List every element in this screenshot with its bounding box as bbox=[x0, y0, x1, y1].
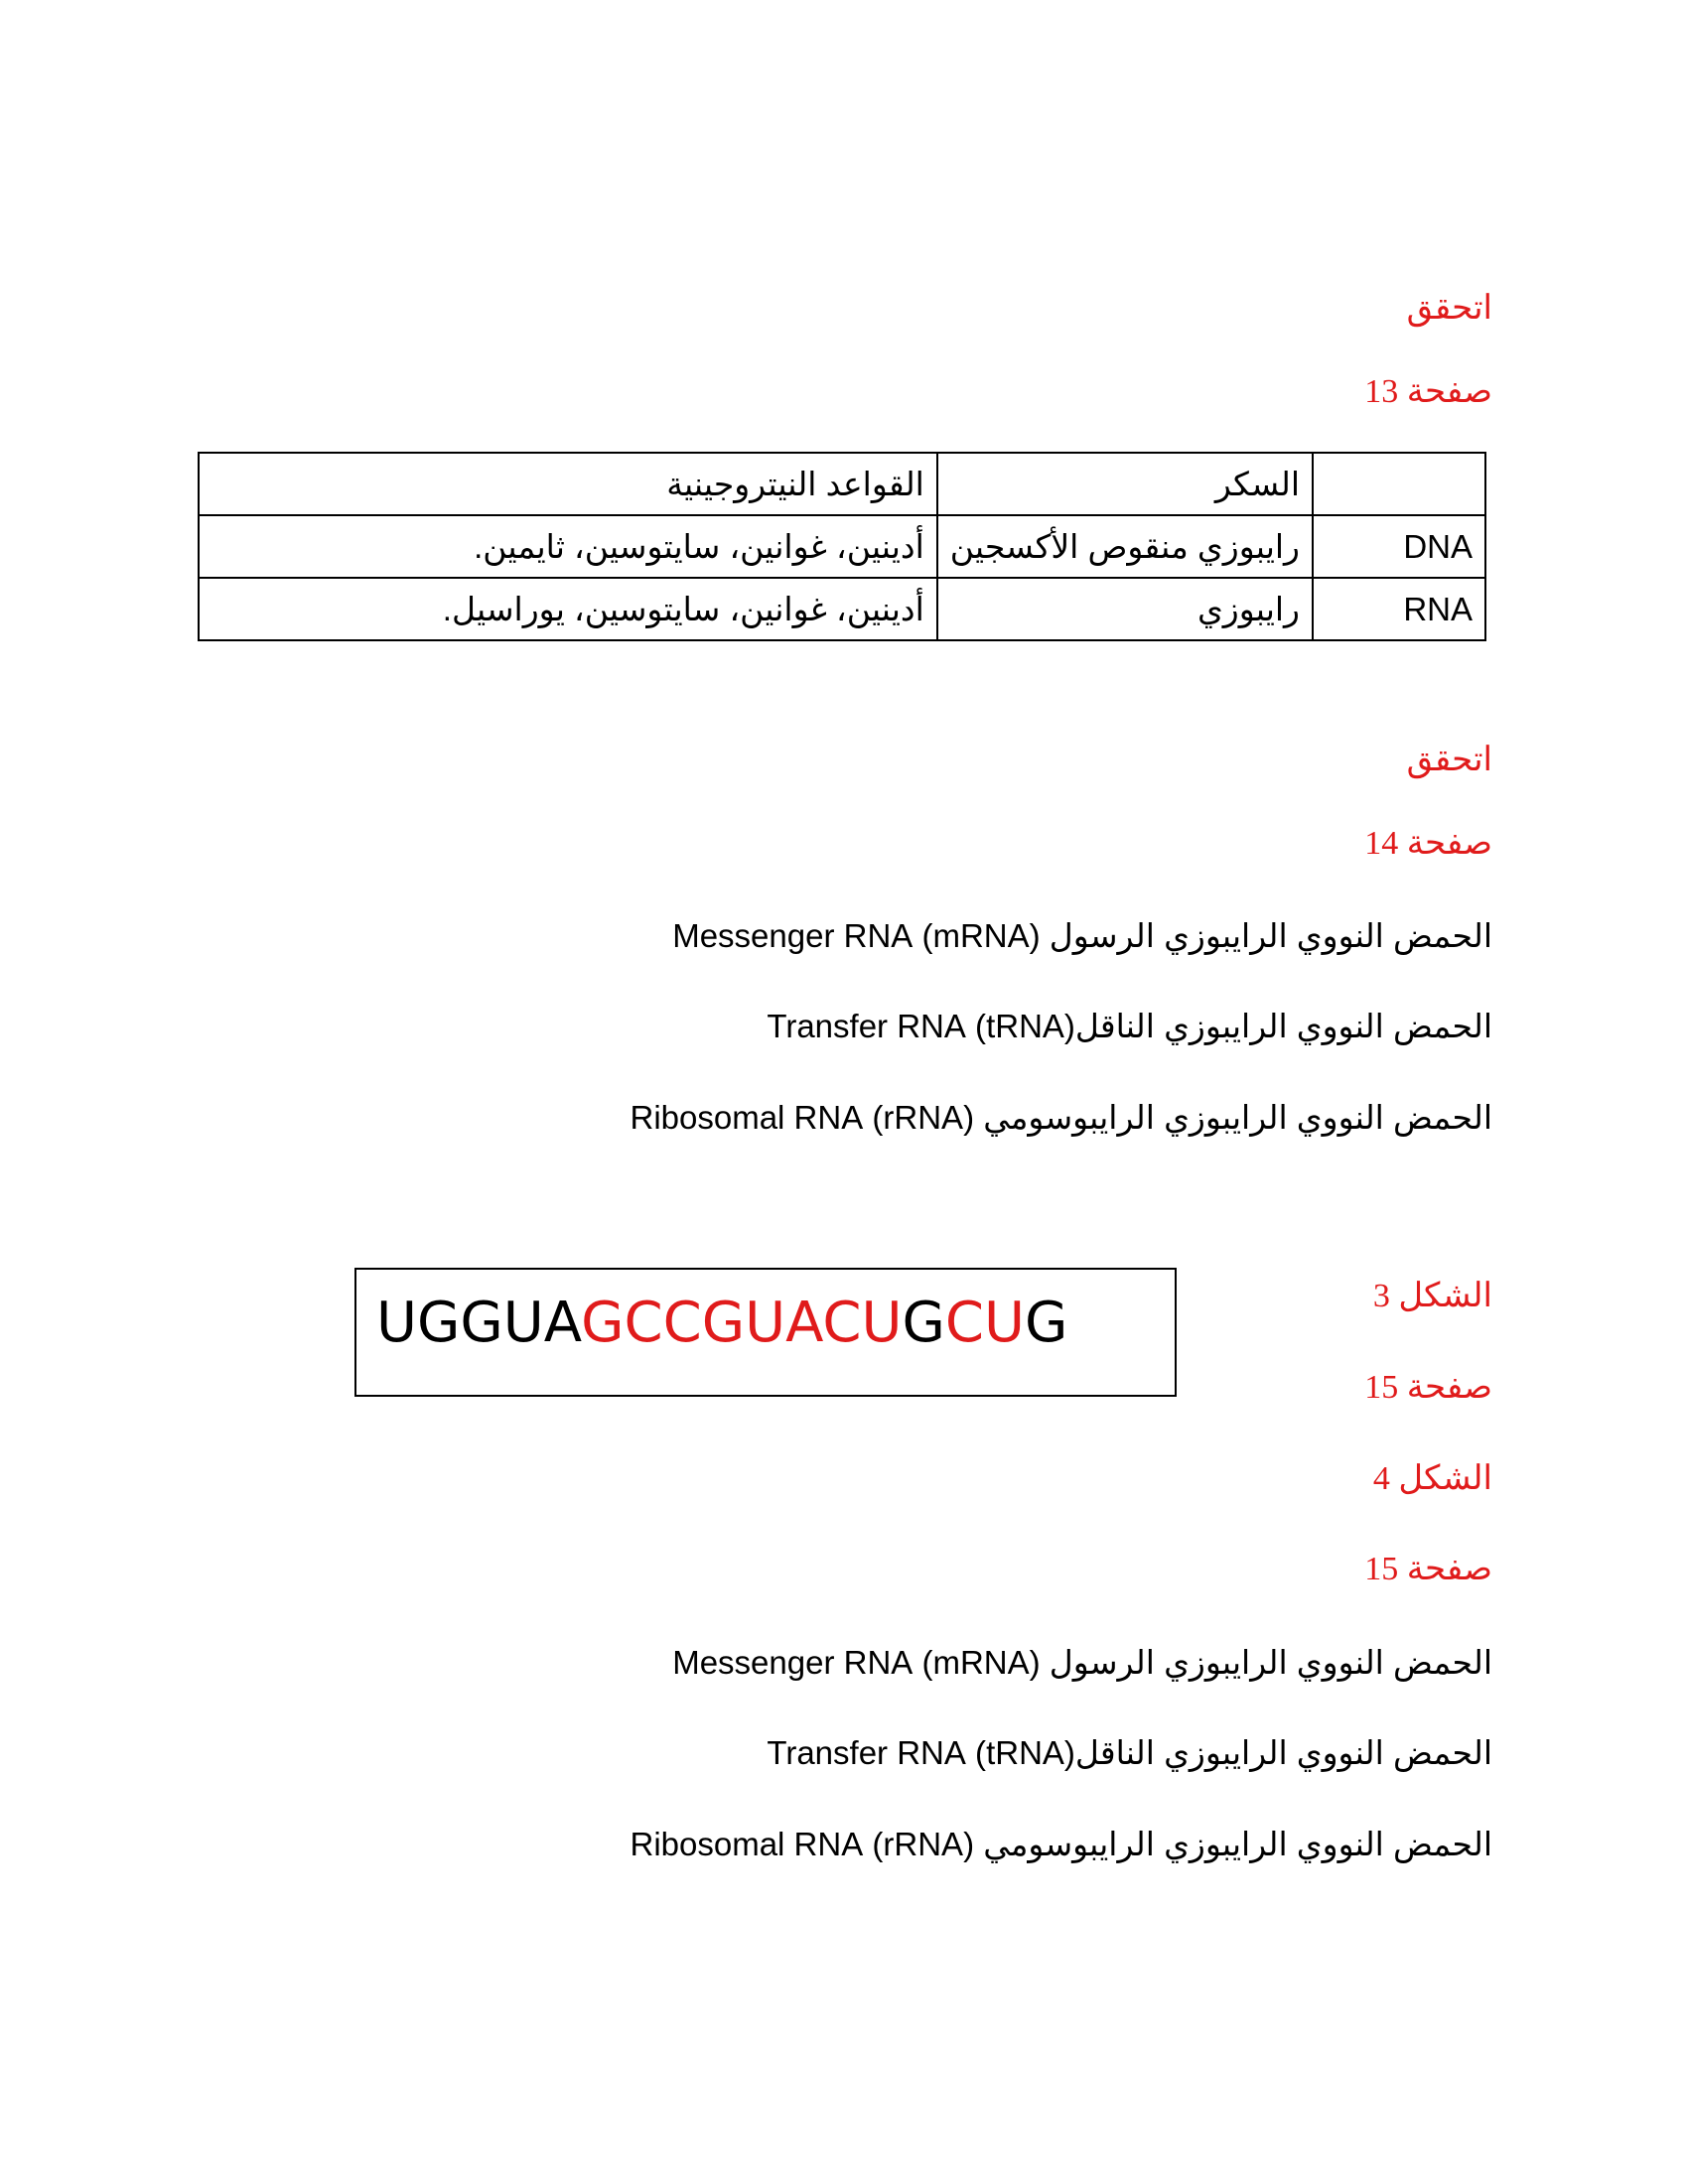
table-row bbox=[199, 515, 1485, 578]
page-number-13: صفحة 13 bbox=[1364, 373, 1492, 410]
section-heading-check-1: اتحقق bbox=[1406, 290, 1492, 327]
section-heading-check-2: اتحقق bbox=[1406, 742, 1492, 778]
table-cell: رايبوزي منقوص الأكسجين bbox=[937, 515, 1313, 578]
sequence-segment: G bbox=[1025, 1291, 1068, 1355]
rna-type-line: الحمض النووي الرايبوزي الناقل(tRNA) Transfer RNA bbox=[767, 1008, 1492, 1044]
table-header-cell: السكر bbox=[937, 453, 1313, 515]
sequence-segment: CU bbox=[944, 1291, 1025, 1355]
table-header-cell bbox=[1313, 453, 1485, 515]
table-cell: DNA bbox=[1313, 515, 1485, 578]
figure-label-3: الشكل 3 bbox=[1372, 1278, 1492, 1314]
table-header-row bbox=[199, 453, 1485, 515]
sequence-segment: UGGUA bbox=[376, 1291, 582, 1355]
rna-type-line: الحمض النووي الرايبوزي الرسول (mRNA) Messenger RNA bbox=[672, 1644, 1492, 1681]
rna-sequence bbox=[376, 1291, 1067, 1355]
rna-type-line: الحمض النووي الرايبوزي الرايبوسومي (rRNA) Ribosomal RNA bbox=[630, 1099, 1492, 1136]
table-row bbox=[199, 578, 1485, 640]
page-number-14: صفحة 14 bbox=[1364, 825, 1492, 862]
table-cell: أدينين، غوانين، سايتوسين، يوراسيل. bbox=[199, 578, 937, 640]
rna-type-line: الحمض النووي الرايبوزي الناقل(tRNA) Transfer RNA bbox=[767, 1734, 1492, 1771]
page-number-15-a: صفحة 15 bbox=[1364, 1369, 1492, 1406]
table-cell: رايبوزي bbox=[937, 578, 1313, 640]
rna-type-line: الحمض النووي الرايبوزي الرايبوسومي (rRNA) Ribosomal RNA bbox=[630, 1826, 1492, 1862]
sequence-segment: GCCGUACU bbox=[581, 1291, 903, 1355]
figure-label-4: الشكل 4 bbox=[1372, 1460, 1492, 1497]
dna-rna-comparison-table bbox=[198, 452, 1486, 641]
table-header-cell: القواعد النيتروجينية bbox=[199, 453, 937, 515]
rna-sequence-box bbox=[354, 1268, 1177, 1397]
sequence-segment: G bbox=[902, 1291, 945, 1355]
page-number-15-b: صفحة 15 bbox=[1364, 1551, 1492, 1587]
rna-type-line: الحمض النووي الرايبوزي الرسول (mRNA) Messenger RNA bbox=[672, 917, 1492, 954]
table-cell: RNA bbox=[1313, 578, 1485, 640]
table-cell: أدينين، غوانين، سايتوسين، ثايمين. bbox=[199, 515, 937, 578]
